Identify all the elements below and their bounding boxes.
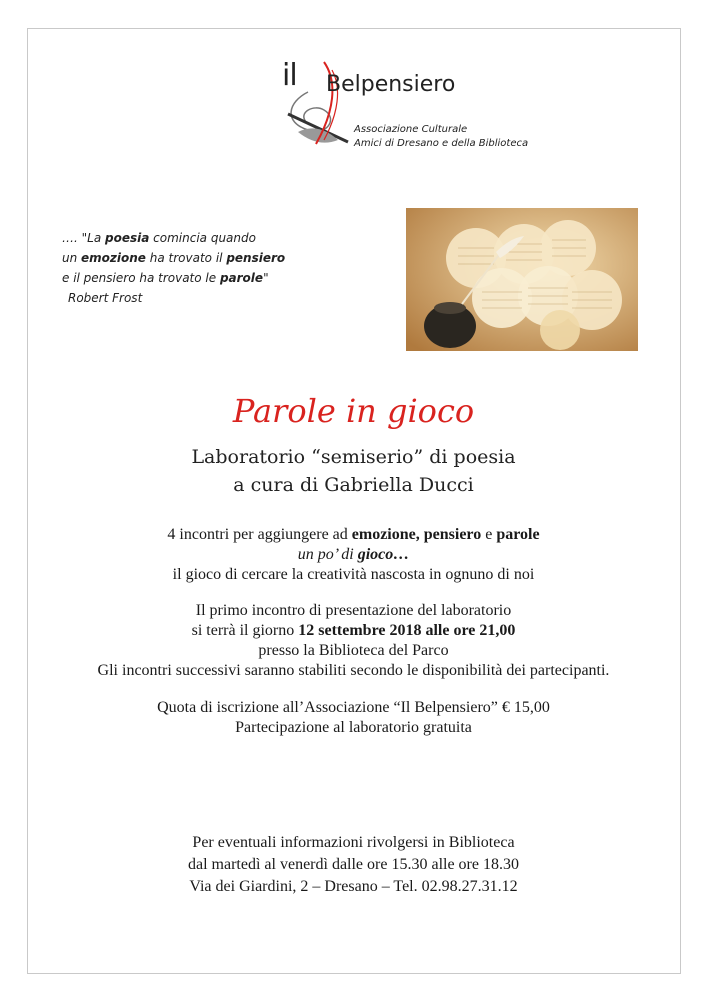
logo-subtitle-2: Amici di Dresano e della Biblioteca	[354, 138, 529, 149]
logo-quill-art	[268, 52, 468, 152]
intro-text: e	[481, 526, 497, 543]
quote-text: comincia quando	[149, 231, 256, 245]
intro-line-1	[0, 525, 707, 545]
intro-bold: emozione, pensiero	[351, 526, 482, 543]
logo-il-text: il	[282, 58, 297, 93]
meeting-line-4: Gli incontri successivi saranno stabiliti secondo le disponibilità dei partecipanti.	[97, 662, 610, 679]
intro-bold-italic: gioco…	[357, 546, 410, 563]
meeting-line-3: presso la Biblioteca del Parco	[258, 642, 449, 659]
fee-paragraph	[0, 698, 707, 738]
intro-line-3: il gioco di cercare la creatività nascosta in ognuno di noi	[172, 566, 535, 583]
meeting-date-time: 12 settembre 2018 alle ore 21,00	[298, 622, 516, 639]
meeting-line-1: Il primo incontro di presentazione del laboratorio	[195, 602, 512, 619]
logo-subtitle-1: Associazione Culturale	[354, 124, 468, 135]
quote-line-2	[62, 248, 285, 268]
quote-text: ha trovato il	[145, 251, 227, 265]
logo-name: Belpensiero	[326, 72, 456, 97]
quote-bold-word: emozione	[81, 251, 146, 265]
quote-line-1	[62, 228, 285, 248]
association-logo	[268, 52, 529, 152]
intro-bold: parole	[496, 526, 540, 543]
event-subtitle: Laboratorio “semiserio” di poesia	[191, 446, 516, 468]
intro-text: 4 incontri per aggiungere ad	[167, 526, 352, 543]
quote-bold-word: parole	[219, 271, 264, 285]
quote-line-3	[62, 268, 285, 288]
quote-bold-word: pensiero	[226, 251, 286, 265]
meeting-paragraph	[0, 601, 707, 681]
quote-text: "	[263, 271, 269, 285]
event-organizer: a cura di Gabriella Ducci	[233, 474, 474, 496]
meeting-text: si terrà il giorno	[191, 622, 299, 639]
quote-bold-word: poesia	[105, 231, 150, 245]
event-title: Parole in gioco	[232, 392, 475, 430]
meeting-line-2	[0, 621, 707, 641]
poetry-quote	[62, 228, 285, 308]
quote-author: Robert Frost	[68, 291, 143, 305]
contact-line-2: dal martedì al venerdì dalle ore 15.30 alle ore 18.30	[188, 856, 519, 873]
intro-paragraph	[0, 525, 707, 585]
fee-line-2: Partecipazione al laboratorio gratuita	[235, 719, 472, 736]
contact-paragraph	[0, 832, 707, 898]
quote-text: …. "La	[62, 231, 106, 245]
contact-line-1: Per eventuali informazioni rivolgersi in Biblioteca	[192, 834, 515, 851]
quote-text: e il pensiero ha trovato le	[62, 271, 220, 285]
intro-line-2	[0, 545, 707, 565]
intro-italic: un po’ di	[297, 546, 358, 563]
quote-text: un	[62, 251, 82, 265]
fee-line-1: Quota di iscrizione all’Associazione “Il Belpensiero” € 15,00	[157, 699, 550, 716]
contact-line-3: Via dei Giardini, 2 – Dresano – Tel. 02.98.27.31.12	[189, 878, 518, 895]
inkwell-program-photo	[406, 208, 638, 351]
